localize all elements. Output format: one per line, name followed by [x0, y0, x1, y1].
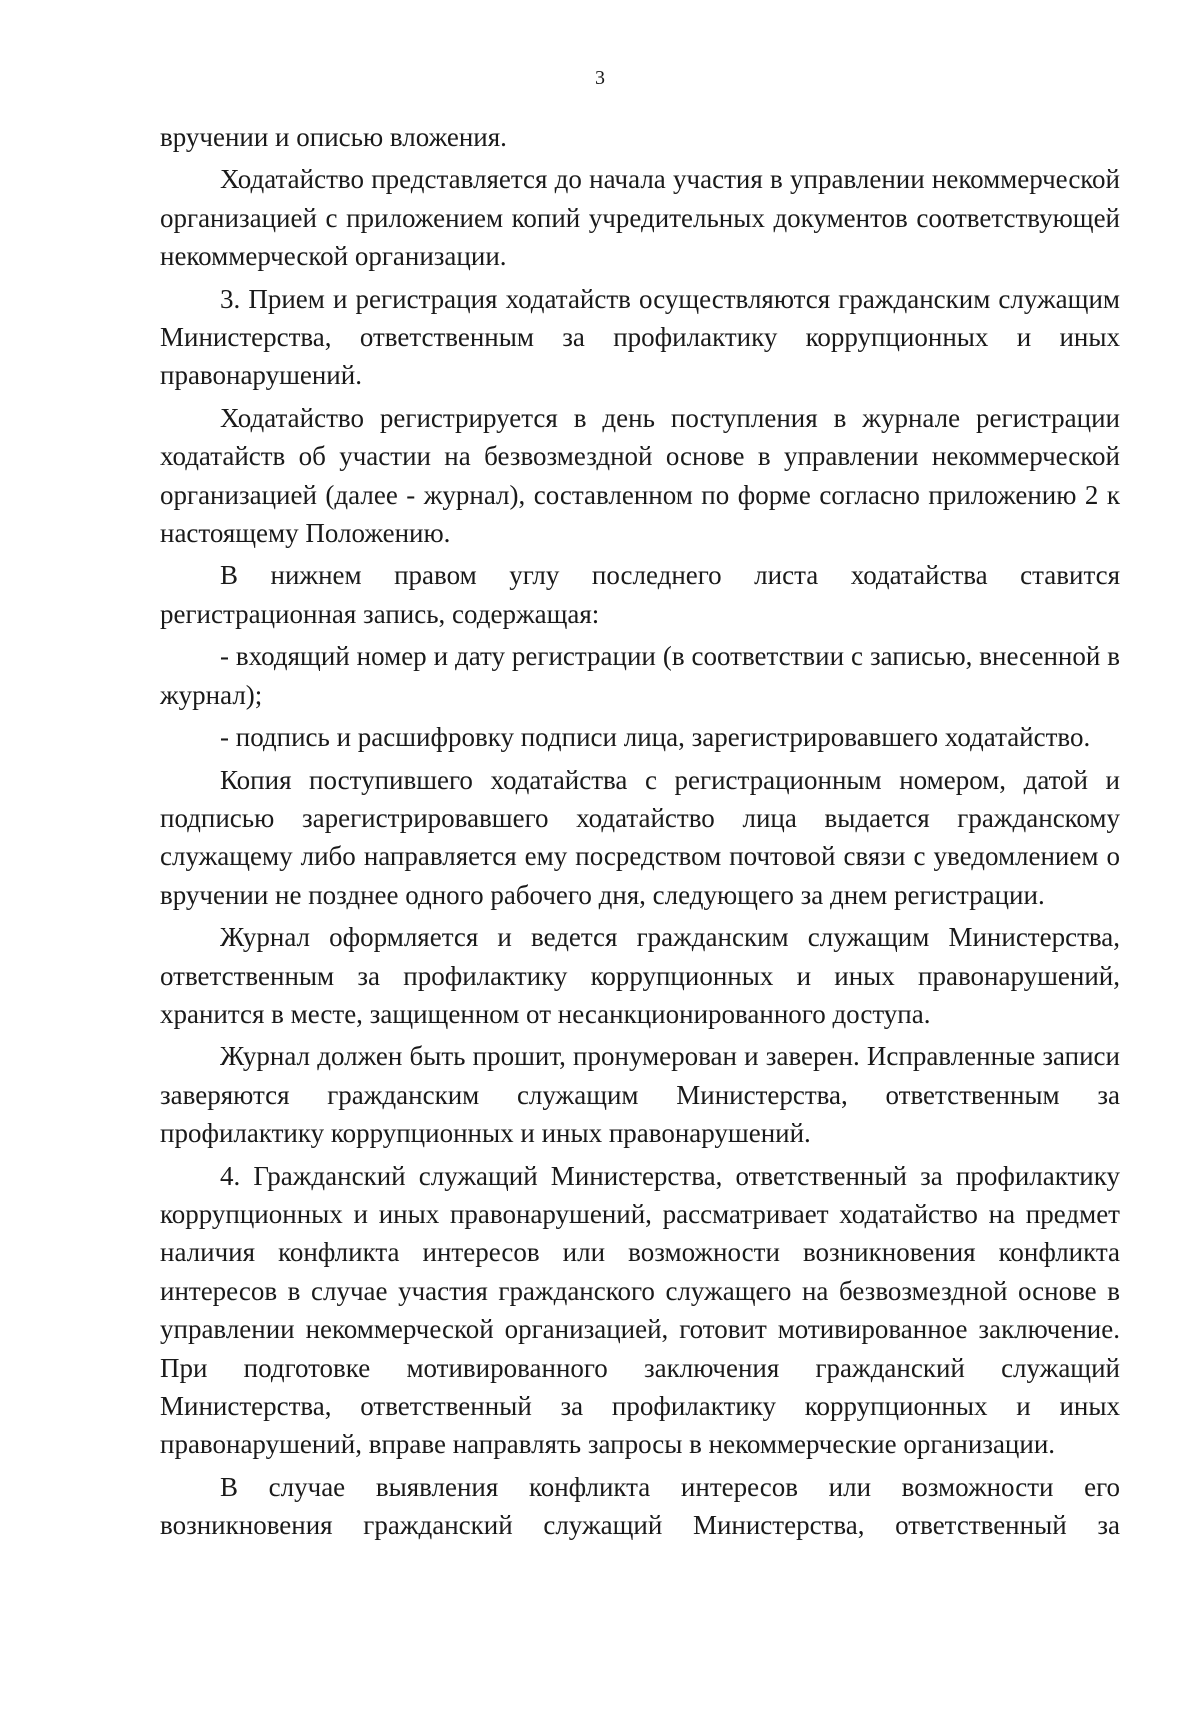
- document-body: [160, 118, 1120, 1549]
- paragraph-copy-issuance: Копия поступившего ходатайства с регистрационным номером, датой и подписью зарегистрировавшего ходатайство лица выдается гражданскому служащему либо направляется ему посредством почтовой связи с уведомлением о вручении не позднее одного рабочего дня, следующего за днем регистрации.: [160, 764, 1120, 910]
- paragraph-continuation: вручении и описью вложения.: [160, 122, 507, 152]
- paragraph-registration-journal: Ходатайство регистрируется в день поступления в журнале регистрации ходатайств об участии на безвозмездной основе в управлении некоммерческой организацией (далее - журнал), составленном по форме согласно приложению 2 к настоящему Положению.: [160, 402, 1120, 549]
- paragraph-petition-submission: Ходатайство представляется до начала участия в управлении некоммерческой организацией с приложением копий учредительных документов соответствующей некоммерческой организации.: [160, 164, 1120, 272]
- list-item-signature: - подпись и расшифровку подписи лица, зарегистрировавшего ходатайство.: [220, 722, 1091, 753]
- paragraph-journal-maintenance: Журнал оформляется и ведется гражданским служащим Министерства, ответственным за профилактику коррупционных и иных правонарушений, хранится в месте, защищенном от несанкционированного доступа.: [160, 922, 1120, 1029]
- page-number: 3: [595, 67, 605, 89]
- list-item-incoming-number: - входящий номер и дату регистрации (в соответствии с записью, внесенной в журнал);: [160, 641, 1120, 710]
- paragraph-item-3: 3. Прием и регистрация ходатайств осуществляются гражданским служащим Министерства, ответственным за профилактику коррупционных и иных правонарушений.: [160, 283, 1120, 391]
- paragraph-conflict-detection: В случае выявления конфликта интересов или возможности его возникновения гражданский служащий Министерства, ответственный за: [160, 1471, 1120, 1541]
- paragraph-journal-binding: Журнал должен быть прошит, пронумерован и заверен. Исправленные записи заверяются гражданским служащим Министерства, ответственным за профилактику коррупционных и иных правонарушений.: [160, 1041, 1120, 1149]
- paragraph-registration-record: В нижнем правом углу последнего листа ходатайства ставится регистрационная запись, содержащая:: [160, 560, 1120, 629]
- paragraph-item-4: 4. Гражданский служащий Министерства, ответственный за профилактику коррупционных и иных правонарушений, рассматривает ходатайство на предмет наличия конфликта интересов или возможности возникновения конфликта интересов в случае участия гражданского служащего на безвозмездной основе в управлении некоммерческой организацией, готовит мотивированное заключение. При подготовке мотивированного заключения гражданский служащий Министерства, ответственный за профилактику коррупционных и иных правонарушений, вправе направлять запросы в некоммерческие организации.: [160, 1160, 1120, 1460]
